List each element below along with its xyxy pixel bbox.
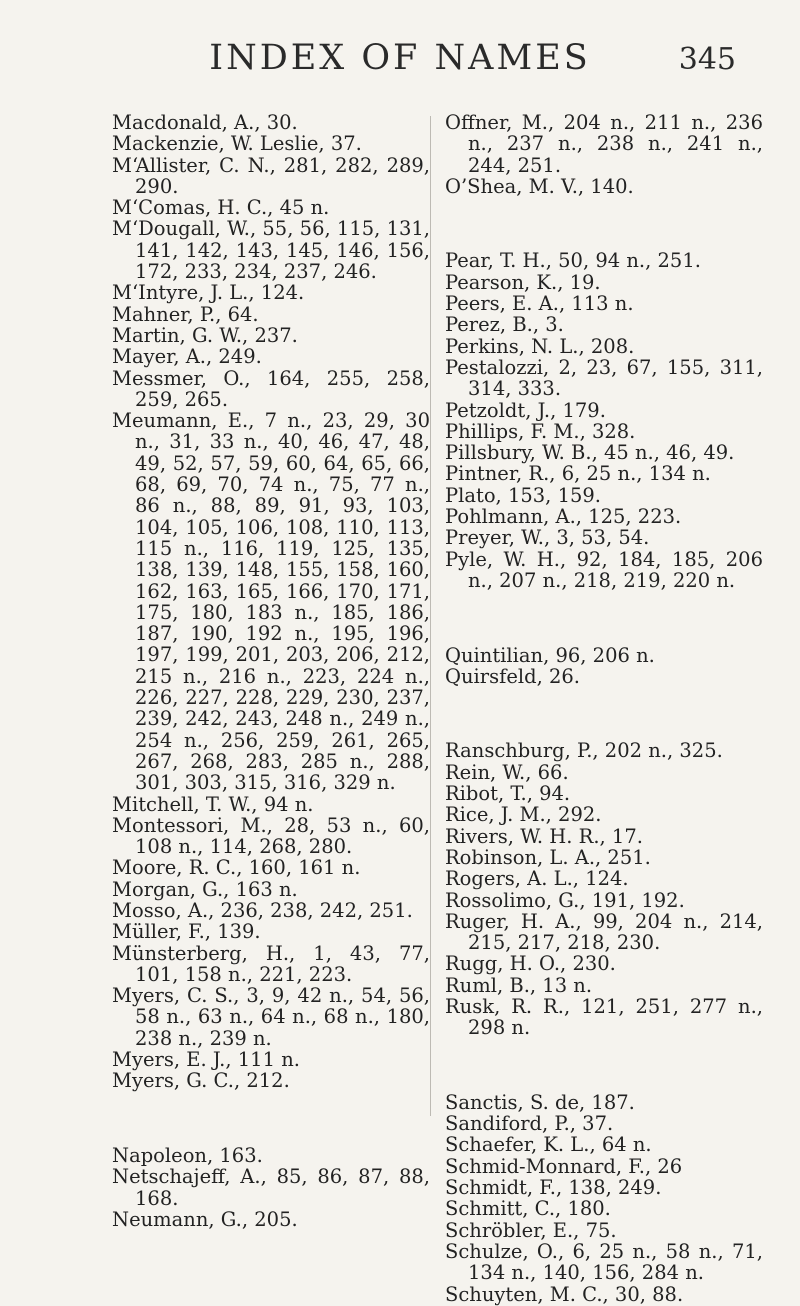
index-entry: Schulze, O., 6, 25 n., 58 n., 71, 134 n., 140, 156, 284 n. <box>445 1239 763 1285</box>
index-entry: Schaefer, K. L., 64 n. <box>445 1133 652 1157</box>
running-head <box>0 38 800 88</box>
index-entry: Schröbler, E., 75. <box>445 1218 617 1242</box>
index-entry: Mackenzie, W. Leslie, 37. <box>112 132 362 156</box>
index-entry: Pearson, K., 19. <box>445 270 601 294</box>
index-entry: Netschajeff, A., 85, 86, 87, 88, 168. <box>112 1165 430 1210</box>
index-entry: Pillsbury, W. B., 45 n., 46, 49. <box>445 441 735 465</box>
index-entry: Montessori, M., 28, 53 n., 60, 108 n., 114, 268, 280. <box>112 813 430 859</box>
index-entry: Preyer, W., 3, 53, 54. <box>445 526 650 550</box>
index-entry: O’Shea, M. V., 140. <box>445 174 634 198</box>
index-entry: Pestalozzi, 2, 23, 67, 155, 311, 314, 333. <box>445 355 763 401</box>
index-entry: Rossolimo, G., 191, 192. <box>445 888 685 912</box>
index-entry: Perez, B., 3. <box>445 313 564 337</box>
index-entry: Ribot, T., 94. <box>445 782 571 806</box>
page-title: INDEX OF NAMES <box>209 38 591 78</box>
index-entry: Myers, G. C., 212. <box>112 1069 290 1093</box>
index-entry: Pohlmann, A., 125, 223. <box>445 505 682 529</box>
index-entry: Perkins, N. L., 208. <box>445 334 635 358</box>
index-entry: Macdonald, A., 30. <box>112 111 298 134</box>
index-entry: Rice, J. M., 292. <box>445 803 602 827</box>
index-columns <box>112 111 763 1306</box>
column-divider <box>430 116 431 1116</box>
index-entry: Pintner, R., 6, 25 n., 134 n. <box>445 462 711 486</box>
index-entry: Ruml, B., 13 n. <box>445 973 593 997</box>
index-entry: Myers, C. S., 3, 9, 42 n., 54, 56, 58 n., 63 n., 64 n., 68 n., 180, 238 n., 239 n. <box>112 984 430 1050</box>
index-entry: Schmid-Monnard, F., 26 <box>445 1154 683 1178</box>
index-entry: Münsterberg, H., 1, 43, 77, 101, 158 n., 221, 223. <box>112 941 430 986</box>
index-entry: M‘Intyre, J. L., 124. <box>112 281 305 305</box>
index-entry: Pear, T. H., 50, 94 n., 251. <box>445 249 701 273</box>
index-entry: M‘Comas, H. C., 45 n. <box>112 196 330 220</box>
index-entry: Robinson, L. A., 251. <box>445 845 651 869</box>
index-entry: Sanctis, S. de, 187. <box>445 1090 635 1114</box>
index-entry: Meumann, E., 7 n., 23, 29, 30 n., 31, 33 n., 40, 46, 47, 48, 49, 52, 57, 59, 60, 64, 65, 66, 68, 69, 70, 74 n., 75, 77 n., 86 n., 88, 89, 91, 93, 103, 104, 105, 106, 108, 110, 113, 115 n., 116, 119, 125, 135, 138, 139, 148, 155, 158, 160, 162, 163, 165, 166, 170, 171, 175, 180, 183 n., 185, 186, 187, 190, 192 n., 195, 196, 197, 199, 201, 203, 206, 212, 215 n., 216 n., 223, 224 n., 226, 227, 228, 229, 230, 237, 239, 242, 243, 248 n., 249 n., 254 n., 256, 259, 261, 265, 267, 268, 283, 285 n., 288, 301, 303, 315, 316, 329 n. <box>112 409 430 795</box>
left-column <box>112 112 430 1230</box>
index-entry: Ruger, H. A., 99, 204 n., 214, 215, 217, 218, 230. <box>445 909 763 955</box>
section-gap <box>112 1108 430 1129</box>
index-entry: Plato, 153, 159. <box>445 483 601 507</box>
right-column <box>445 112 763 1305</box>
index-entry: Napoleon, 163. <box>112 1143 263 1167</box>
index-entry: Mitchell, T. W., 94 n. <box>112 792 314 816</box>
index-entry: Schmidt, F., 138, 249. <box>445 1176 662 1200</box>
section-gap <box>445 703 763 724</box>
index-entry: Offner, M., 204 n., 211 n., 236 n., 237 n., 238 n., 241 n., 244, 251. <box>445 111 763 177</box>
section-gap <box>445 213 763 234</box>
index-entry: Myers, E. J., 111 n. <box>112 1048 300 1072</box>
index-entry: Peers, E. A., 113 n. <box>445 292 634 316</box>
index-entry: Petzoldt, J., 179. <box>445 398 606 422</box>
index-entry: Mosso, A., 236, 238, 242, 251. <box>112 898 413 922</box>
index-entry: Rugg, H. O., 230. <box>445 952 616 976</box>
index-entry: Rein, W., 66. <box>445 760 569 784</box>
index-entry: Rusk, R. R., 121, 251, 277 n., 298 n. <box>445 994 763 1040</box>
index-entry: Mahner, P., 64. <box>112 302 259 326</box>
index-entry: Quintilian, 96, 206 n. <box>445 643 655 667</box>
index-entry: Quirsfeld, 26. <box>445 664 580 688</box>
page-number: 345 <box>678 42 736 77</box>
index-entry: Mayer, A., 249. <box>112 345 262 369</box>
index-entry: Neumann, G., 205. <box>112 1207 298 1231</box>
index-entry: Müller, F., 139. <box>112 920 261 944</box>
index-entry: Moore, R. C., 160, 161 n. <box>112 856 361 880</box>
index-entry: Martin, G. W., 237. <box>112 323 298 347</box>
index-entry: Ranschburg, P., 202 n., 325. <box>445 739 723 763</box>
index-entry: Pyle, W. H., 92, 184, 185, 206 n., 207 n., 218, 219, 220 n. <box>445 547 763 592</box>
index-entry: M‘Allister, C. N., 281, 282, 289, 290. <box>112 153 430 198</box>
index-entry: Morgan, G., 163 n. <box>112 877 298 901</box>
index-entry: Phillips, F. M., 328. <box>445 419 636 443</box>
section-gap <box>445 1055 763 1076</box>
index-entry: Rogers, A. L., 124. <box>445 867 629 891</box>
index-entry: Messmer, O., 164, 255, 258, 259, 265. <box>112 366 430 411</box>
index-entry: M‘Dougall, W., 55, 56, 115, 131, 141, 142, 143, 145, 146, 156, 172, 233, 234, 237, 246. <box>112 217 430 284</box>
index-entry: Schuyten, M. C., 30, 88. <box>445 1282 684 1306</box>
index-entry: Sandiford, P., 37. <box>445 1112 614 1136</box>
index-entry: Rivers, W. H. R., 17. <box>445 824 643 848</box>
index-entry: Schmitt, C., 180. <box>445 1197 611 1221</box>
section-gap <box>445 607 763 628</box>
